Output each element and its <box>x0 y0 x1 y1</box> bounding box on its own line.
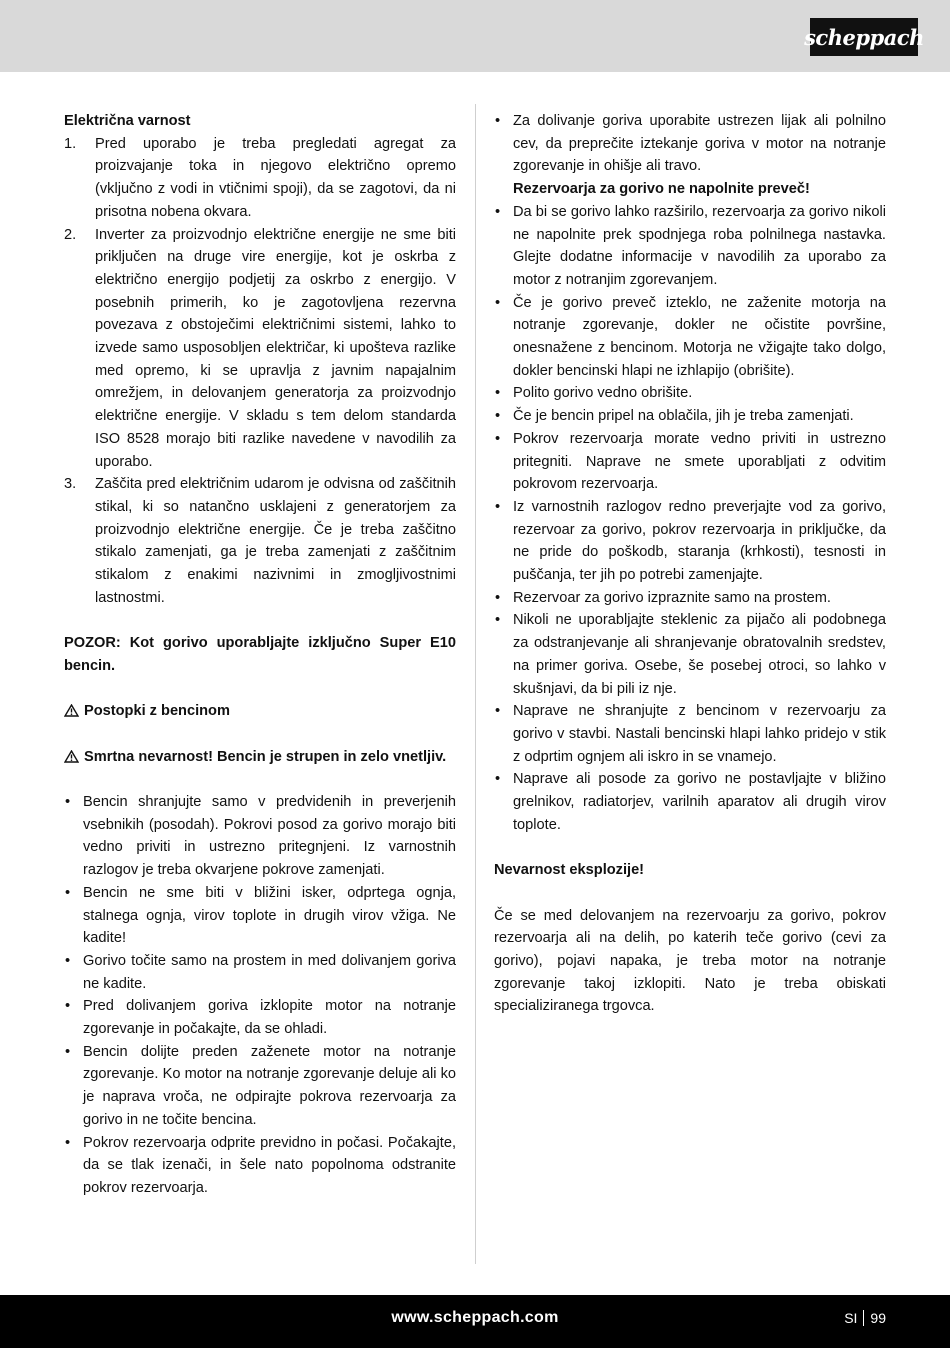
footer-page-info <box>844 1310 886 1326</box>
bullet-icon: • <box>65 884 71 901</box>
logo-text: scheppach <box>804 24 924 50</box>
footer-separator <box>863 1310 864 1326</box>
bullet-icon: • <box>495 612 501 629</box>
page-number: 99 <box>870 1310 886 1326</box>
bullet-icon: • <box>495 294 501 311</box>
bullet-icon: • <box>495 385 501 402</box>
left-column <box>64 110 456 1200</box>
warning-danger <box>64 746 456 769</box>
list-item <box>64 882 456 950</box>
bullet-icon: • <box>495 498 501 515</box>
bullet-icon: • <box>65 998 71 1015</box>
warning-text: Postopki z bencinom <box>84 703 230 720</box>
item-text: Inverter za proizvodnjo električne energije ne sme biti priključen na druge vire energije, kot je oskrba z električno energijo podjetij za oskrbo z energijo. V posebnih primerih, ko je zagotovljena rezervna povezava z obstoječimi električnimi sistemi, lahko to izvede samo usposobljen električar, ki upošteva razlike med opremo, ki se upravlja z javnim napajalnim omrežjem, in delovanjem generatorja za proizvodnjo električne energije. V skladu s tem delom standarda ISO 8528 morajo biti razlike navedene v navodilih za uporabo. <box>95 226 456 470</box>
item-number: 1. <box>64 135 77 152</box>
bullet-icon: • <box>495 430 501 447</box>
bullet-icon: • <box>65 1134 71 1151</box>
list-item <box>64 950 456 995</box>
list-item-text: Iz varnostnih razlogov redno preverjajte vod za gorivo, rezervoar za gorivo, pokrov rezervoarja in priključke, da ne pride do poškodb, staranja (krhkosti), tesnosti in puščanja, ter jih po potrebi zamenjajte. <box>513 498 886 584</box>
list-item-text: Bencin dolijte preden zaženete motor na notranje zgorevanje. Ko motor na notranje zgorevanje deluje ali ko je naprava vroča, ne odpirajte pokrova rezervoarja za gorivo in ne točite bencina. <box>83 1043 456 1128</box>
explosion-text: Če se med delovanjem na rezervoarju za gorivo, pokrov rezervoarja ali na delih, po katerih teče gorivo (cevi za gorivo), pojavi napaka, je treba motor na notranje zgorevanje takoj izklopiti. Nato je treba obiskati specializiranega trgovca. <box>494 907 886 1015</box>
list-item-text: Pred dolivanjem goriva izklopite motor na notranje zgorevanje in počakajte, da se ohladi. <box>83 998 456 1038</box>
list-item-text: Naprave ali posode za gorivo ne postavljajte v bližino grelnikov, radiatorjev, varilnih aparatov ali drugih virov toplote. <box>513 771 886 833</box>
item-text: Zaščita pred električnim udarom je odvisna od zaščitnih stikal, ki so natančno usklajeni z generatorjem za proizvodnjo električne energije. Če je treba zaščitno stikalo zamenjati, ga je treba zamenjati z zaščitnim stikalom z enakimi nazivnimi in zmogljivostnimi lastnostmi. <box>95 476 456 606</box>
bullet-icon: • <box>65 794 71 811</box>
list-item <box>64 1041 456 1132</box>
bullet-icon: • <box>495 589 501 606</box>
list-item-text: Pokrov rezervoarja morate vedno priviti in ustrezno pritegniti. Naprave ne smete uporabljati z odvitim pokrovom rezervoarja. <box>513 430 886 493</box>
bullet-icon: • <box>65 952 71 969</box>
list-item <box>494 609 886 700</box>
warning-triangle-icon <box>64 700 84 723</box>
bullet-icon: • <box>495 771 501 788</box>
list-item <box>494 292 886 383</box>
list-item-text: Rezervoar za gorivo izpraznite samo na prostem. <box>513 589 831 606</box>
item-text: Pred uporabo je treba pregledati agregat za proizvajanje toka in njegovo električno opremo (vključno z vodi in vtičnimi spoji), da se zagotovi, da ni prisotna nobena okvara. <box>95 135 456 220</box>
list-item <box>64 1132 456 1200</box>
bullet-icon: • <box>65 1043 71 1060</box>
list-item-text: Bencin ne sme biti v bližini isker, odprtega ognja, stalnega ognja, virov toplote in drugih virov vžiga. Ne kadite! <box>83 884 456 947</box>
caution-note: POZOR: Kot gorivo uporabljajte izključno Super E10 bencin. <box>64 635 456 674</box>
list-item-text: Gorivo točite samo na prostem in med dolivanjem goriva ne kadite. <box>83 952 456 992</box>
list-item-text: Bencin shranjujte samo v predvidenih in preverjenih vsebnikih (posodah). Pokrovi posod za gorivo morajo biti vedno priviti in ustrezno pritegnjeni. Iz varnostnih razlogov je treba okvarjene pokrove zamenjati. <box>83 794 456 879</box>
warning-triangle-icon <box>64 746 84 769</box>
list-item <box>494 700 886 768</box>
item-number: 3. <box>64 476 77 493</box>
list-item <box>494 382 886 405</box>
item-number: 2. <box>64 226 77 243</box>
list-item-text: Polito gorivo vedno obrišite. <box>513 385 693 402</box>
list-item <box>494 496 886 587</box>
right-column <box>494 110 886 1018</box>
numbered-item <box>64 133 456 224</box>
bullet-icon: • <box>495 203 501 220</box>
section-heading-electrical-safety: Električna varnost <box>64 113 191 129</box>
warning-text: Smrtna nevarnost! Bencin je strupen in zelo vnetljiv. <box>84 748 447 765</box>
overfill-warning: Rezervoarja za gorivo ne napolnite preveč! <box>513 181 810 198</box>
list-item <box>494 587 886 610</box>
bullet-icon: • <box>495 408 501 425</box>
bullet-icon: • <box>495 113 501 129</box>
list-item-text: Če je bencin pripel na oblačila, jih je treba zamenjati. <box>513 408 854 425</box>
list-item <box>64 995 456 1040</box>
list-item <box>494 110 886 178</box>
warning-procedures <box>64 700 456 723</box>
list-item-text: Pokrov rezervoarja odprite previdno in počasi. Počakajte, da se tlak izenači, in šele nato popolnoma odstranite pokrov rezervoarja. <box>83 1134 456 1196</box>
numbered-item <box>64 224 456 474</box>
list-item-text: Da bi se gorivo lahko razširilo, rezervoarja za gorivo nikoli ne napolnite prek spodnjega roba polnilnega nastavka. Glejte dodatne informacije v navodilih za uporabo za motor z notranjim zgorevanjem. <box>513 203 886 288</box>
explosion-heading: Nevarnost eksplozije! <box>494 862 645 879</box>
list-item <box>494 768 886 836</box>
list-item <box>494 428 886 496</box>
language-code: SI <box>844 1310 858 1326</box>
list-item-text: Za dolivanje goriva uporabite ustrezen lijak ali polnilno cev, da preprečite iztekanje goriva v motor na notranje zgorevanje in ohišje ali travo. <box>513 113 886 175</box>
footer-website-link[interactable]: www.scheppach.com <box>391 1309 559 1326</box>
list-item <box>494 405 886 428</box>
brand-logo <box>804 18 924 56</box>
column-divider <box>475 104 476 1264</box>
numbered-item <box>64 473 456 609</box>
list-item-text: Nikoli ne uporabljajte steklenic za pijačo ali podobnega za odstranjevanje ali shranjevanje obratovalnih sredstev, na primer goriva. Osebe, še posebej otroci, so lahko v skušnjavi, da bi pili iz nje. <box>513 612 886 697</box>
list-item-text: Naprave ne shranjujte z bencinom v rezervoarju za gorivo v stavbi. Nastali bencinski hlapi lahko pridejo v stik z odprtim ognjem ali iskro in se vnamejo. <box>513 703 886 765</box>
list-item <box>64 791 456 882</box>
bullet-icon: • <box>495 703 501 720</box>
list-item <box>494 201 886 292</box>
list-item-text: Če je gorivo preveč izteklo, ne zaženite motorja na notranje zgorevanje, dokler ne očistite površine, onesnažene z bencinom. Motorja ne vžigajte tako dolgo, dokler bencinski hlapi ne izhlapijo (obrišite). <box>513 294 886 379</box>
